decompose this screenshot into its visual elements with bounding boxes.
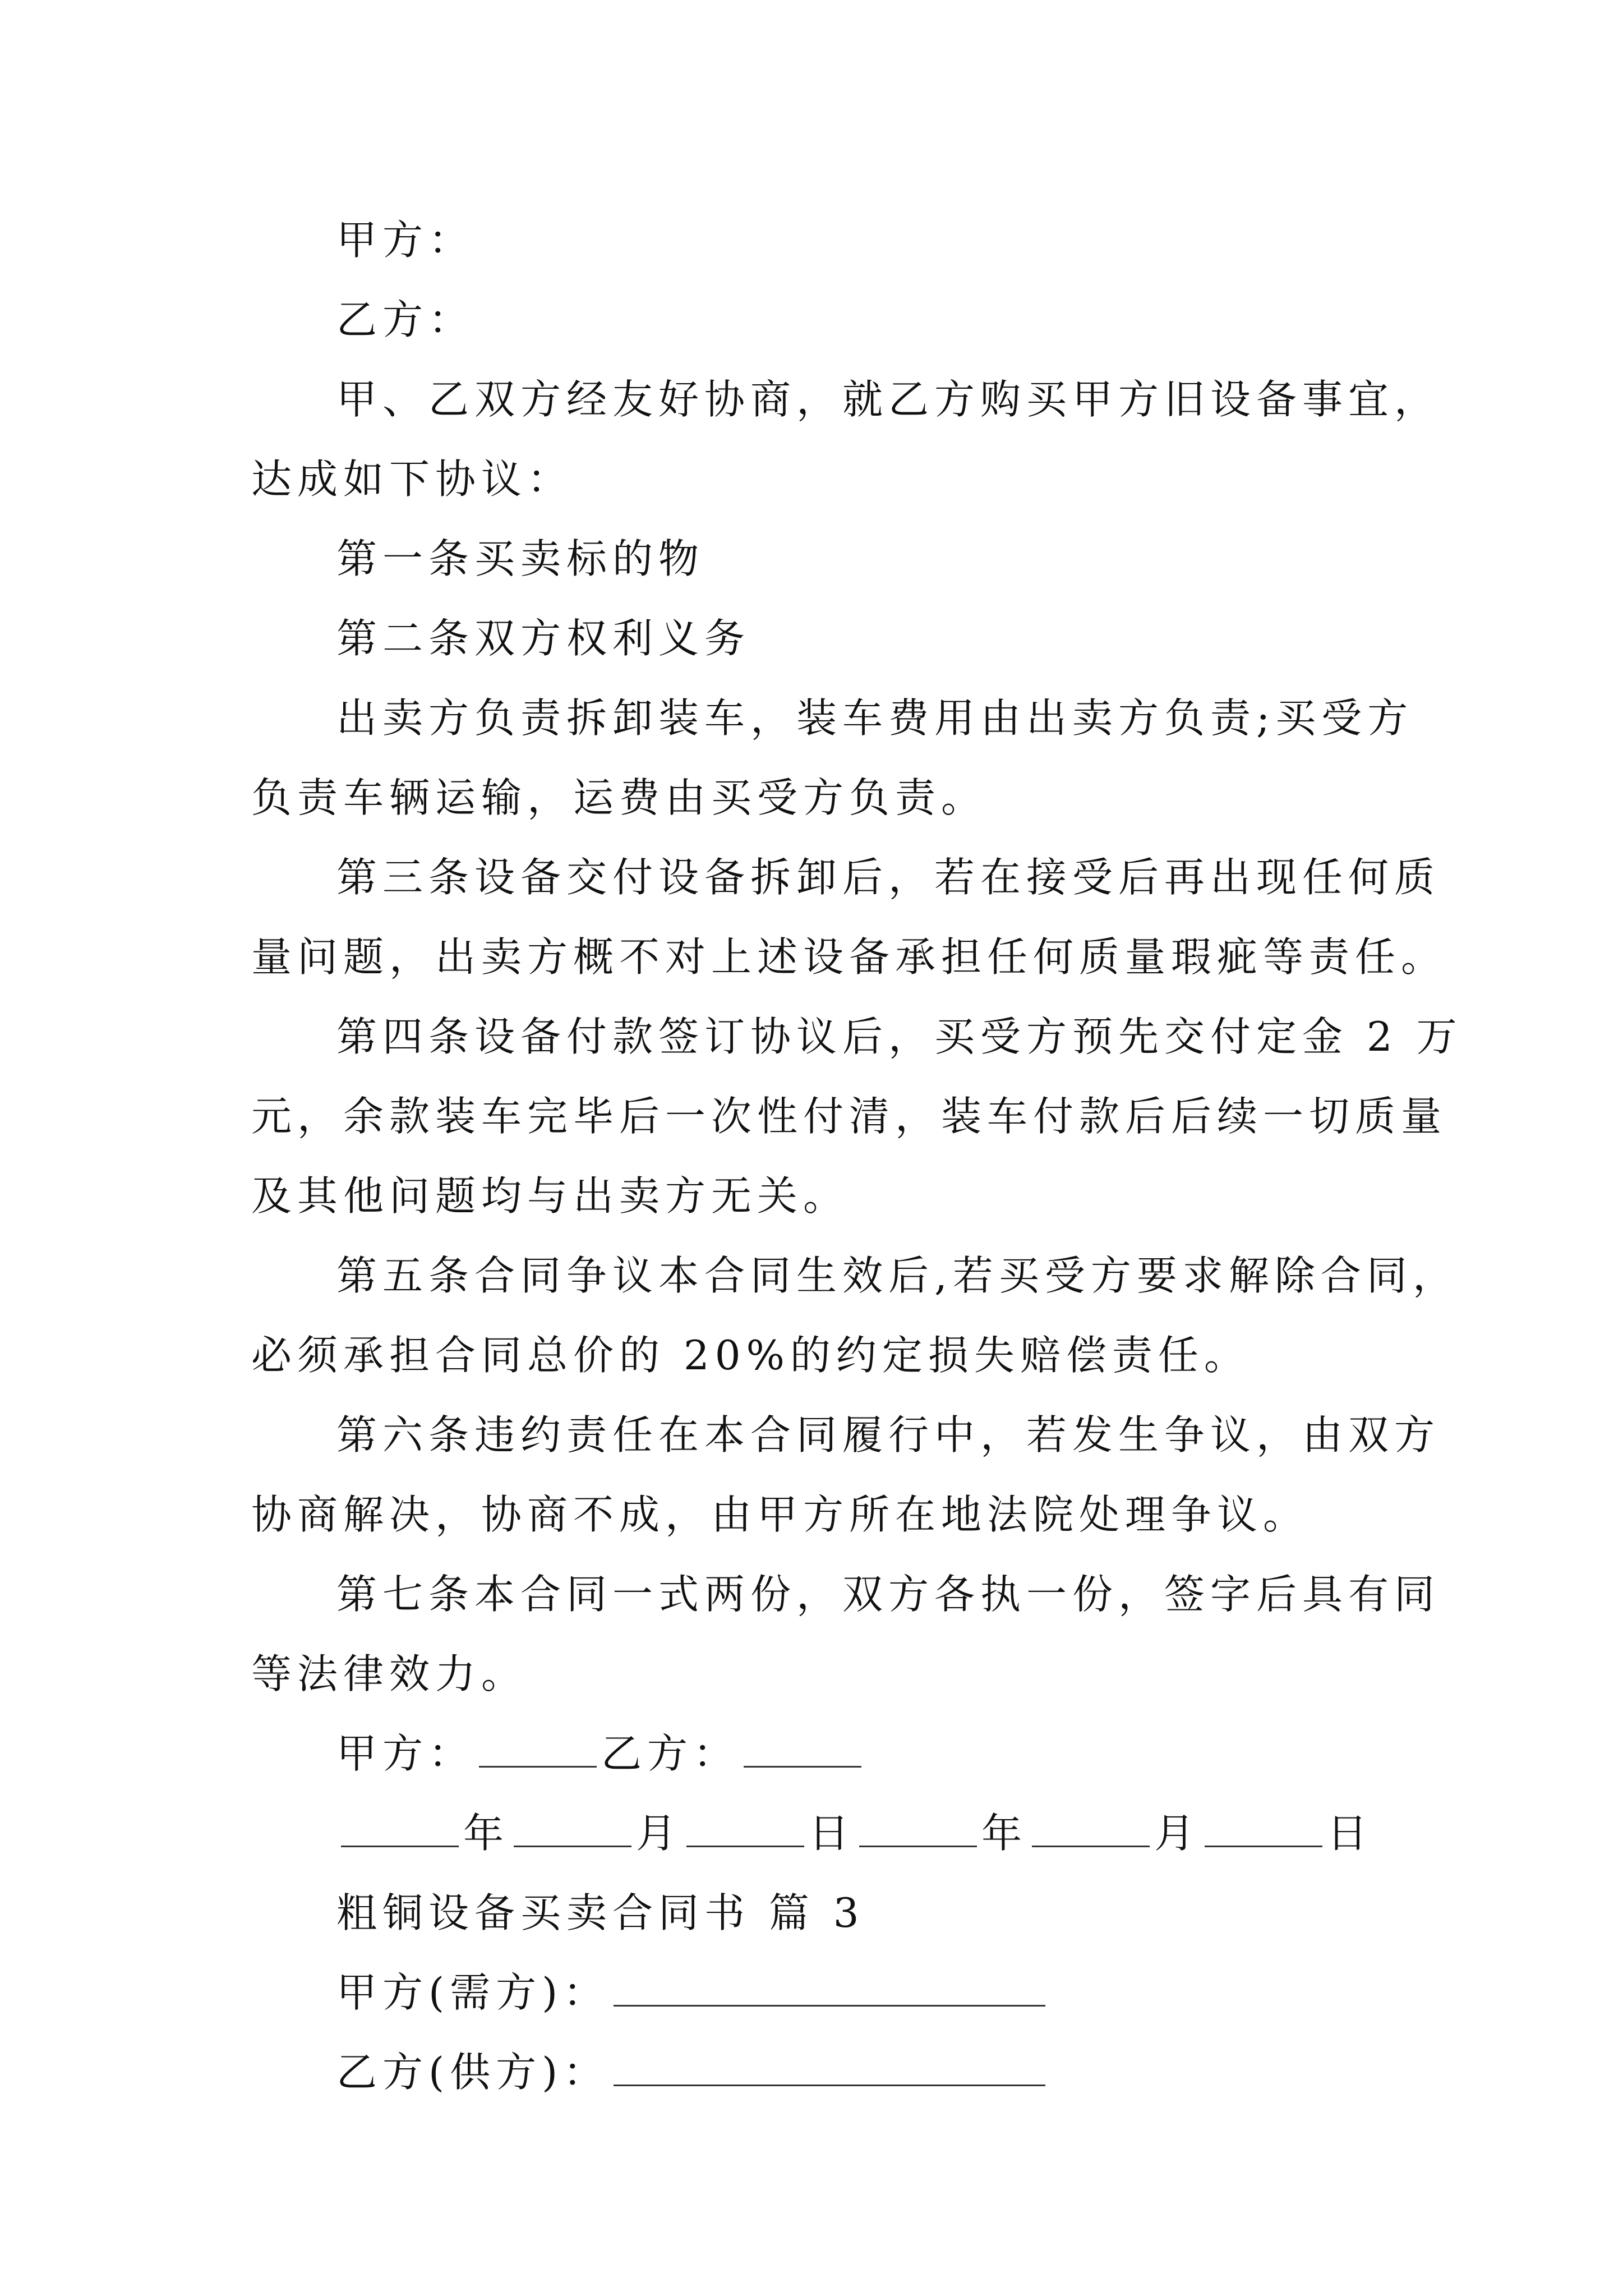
signature-party-a-label: 甲方：	[336, 1730, 475, 1777]
article-7-line-1: 第七条本合同一式两份，双方各执一份，签字后具有同	[336, 1571, 1441, 1618]
intro-line-2: 达成如下协议：	[251, 455, 574, 503]
day-a-label: 日	[809, 1810, 855, 1857]
article-3-line-1: 第三条设备交付设备拆卸后，若在接受后再出现任何质	[336, 854, 1441, 901]
signature-party-b-blank	[744, 1727, 861, 1768]
signature-party-b-label: 乙方：	[601, 1730, 740, 1777]
day-b-blank	[1205, 1806, 1322, 1847]
buyer-blank	[614, 1966, 1045, 2007]
seller-line	[336, 2045, 1050, 2099]
signature-party-a-blank	[479, 1727, 597, 1768]
month-a-label: 月	[636, 1810, 683, 1857]
day-b-label: 日	[1327, 1810, 1373, 1857]
article-5-line-1: 第五条合同争议本合同生效后,若买受方要求解除合同，	[336, 1252, 1459, 1299]
article-2-heading: 第二条双方权利义务	[336, 615, 751, 662]
article-6-line-1: 第六条违约责任在本合同履行中，若发生争议，由双方	[336, 1411, 1441, 1458]
year-a-label: 年	[463, 1810, 510, 1857]
article-3-line-2: 量问题，出卖方概不对上述设备承担任何质量瑕疵等责任。	[251, 933, 1447, 981]
article-5-line-2: 必须承担合同总价的 20%的约定损失赔偿责任。	[251, 1332, 1250, 1379]
buyer-label: 甲方(需方)：	[336, 1969, 610, 2016]
intro-line-1: 甲、乙双方经友好协商，就乙方购买甲方旧设备事宜，	[336, 376, 1441, 423]
month-b-blank	[1032, 1806, 1150, 1847]
article-6-line-2: 协商解决，协商不成，由甲方所在地法院处理争议。	[251, 1491, 1310, 1538]
day-a-blank	[686, 1806, 804, 1847]
party-a-line: 甲方：	[336, 217, 475, 264]
seller-label: 乙方(供方)：	[336, 2049, 610, 2096]
signature-line	[336, 1727, 866, 1780]
article-2-body-1: 出卖方负责拆卸装车，装车费用由出卖方负责;买受方	[336, 694, 1414, 742]
seller-blank	[614, 2045, 1045, 2086]
article-7-line-2: 等法律效力。	[251, 1650, 528, 1697]
article-2-body-2: 负责车辆运输，运费由买受方负责。	[251, 774, 988, 821]
month-b-label: 月	[1154, 1810, 1201, 1857]
article-4-line-2: 元，余款装车完毕后一次性付清，装车付款后后续一切质量	[251, 1093, 1447, 1140]
date-line	[336, 1806, 1373, 1860]
year-a-blank	[341, 1806, 459, 1847]
buyer-line	[336, 1966, 1050, 2019]
party-b-line: 乙方：	[336, 296, 475, 343]
year-b-label: 年	[981, 1810, 1028, 1857]
article-1-heading: 第一条买卖标的物	[336, 535, 705, 582]
month-a-blank	[514, 1806, 631, 1847]
article-4-line-3: 及其他问题均与出卖方无关。	[251, 1172, 850, 1220]
article-4-line-1: 第四条设备付款签订协议后，买受方预先交付定金 2 万	[336, 1013, 1463, 1060]
year-b-blank	[859, 1806, 977, 1847]
section-title: 粗铜设备买卖合同书 篇 3	[336, 1889, 865, 1936]
